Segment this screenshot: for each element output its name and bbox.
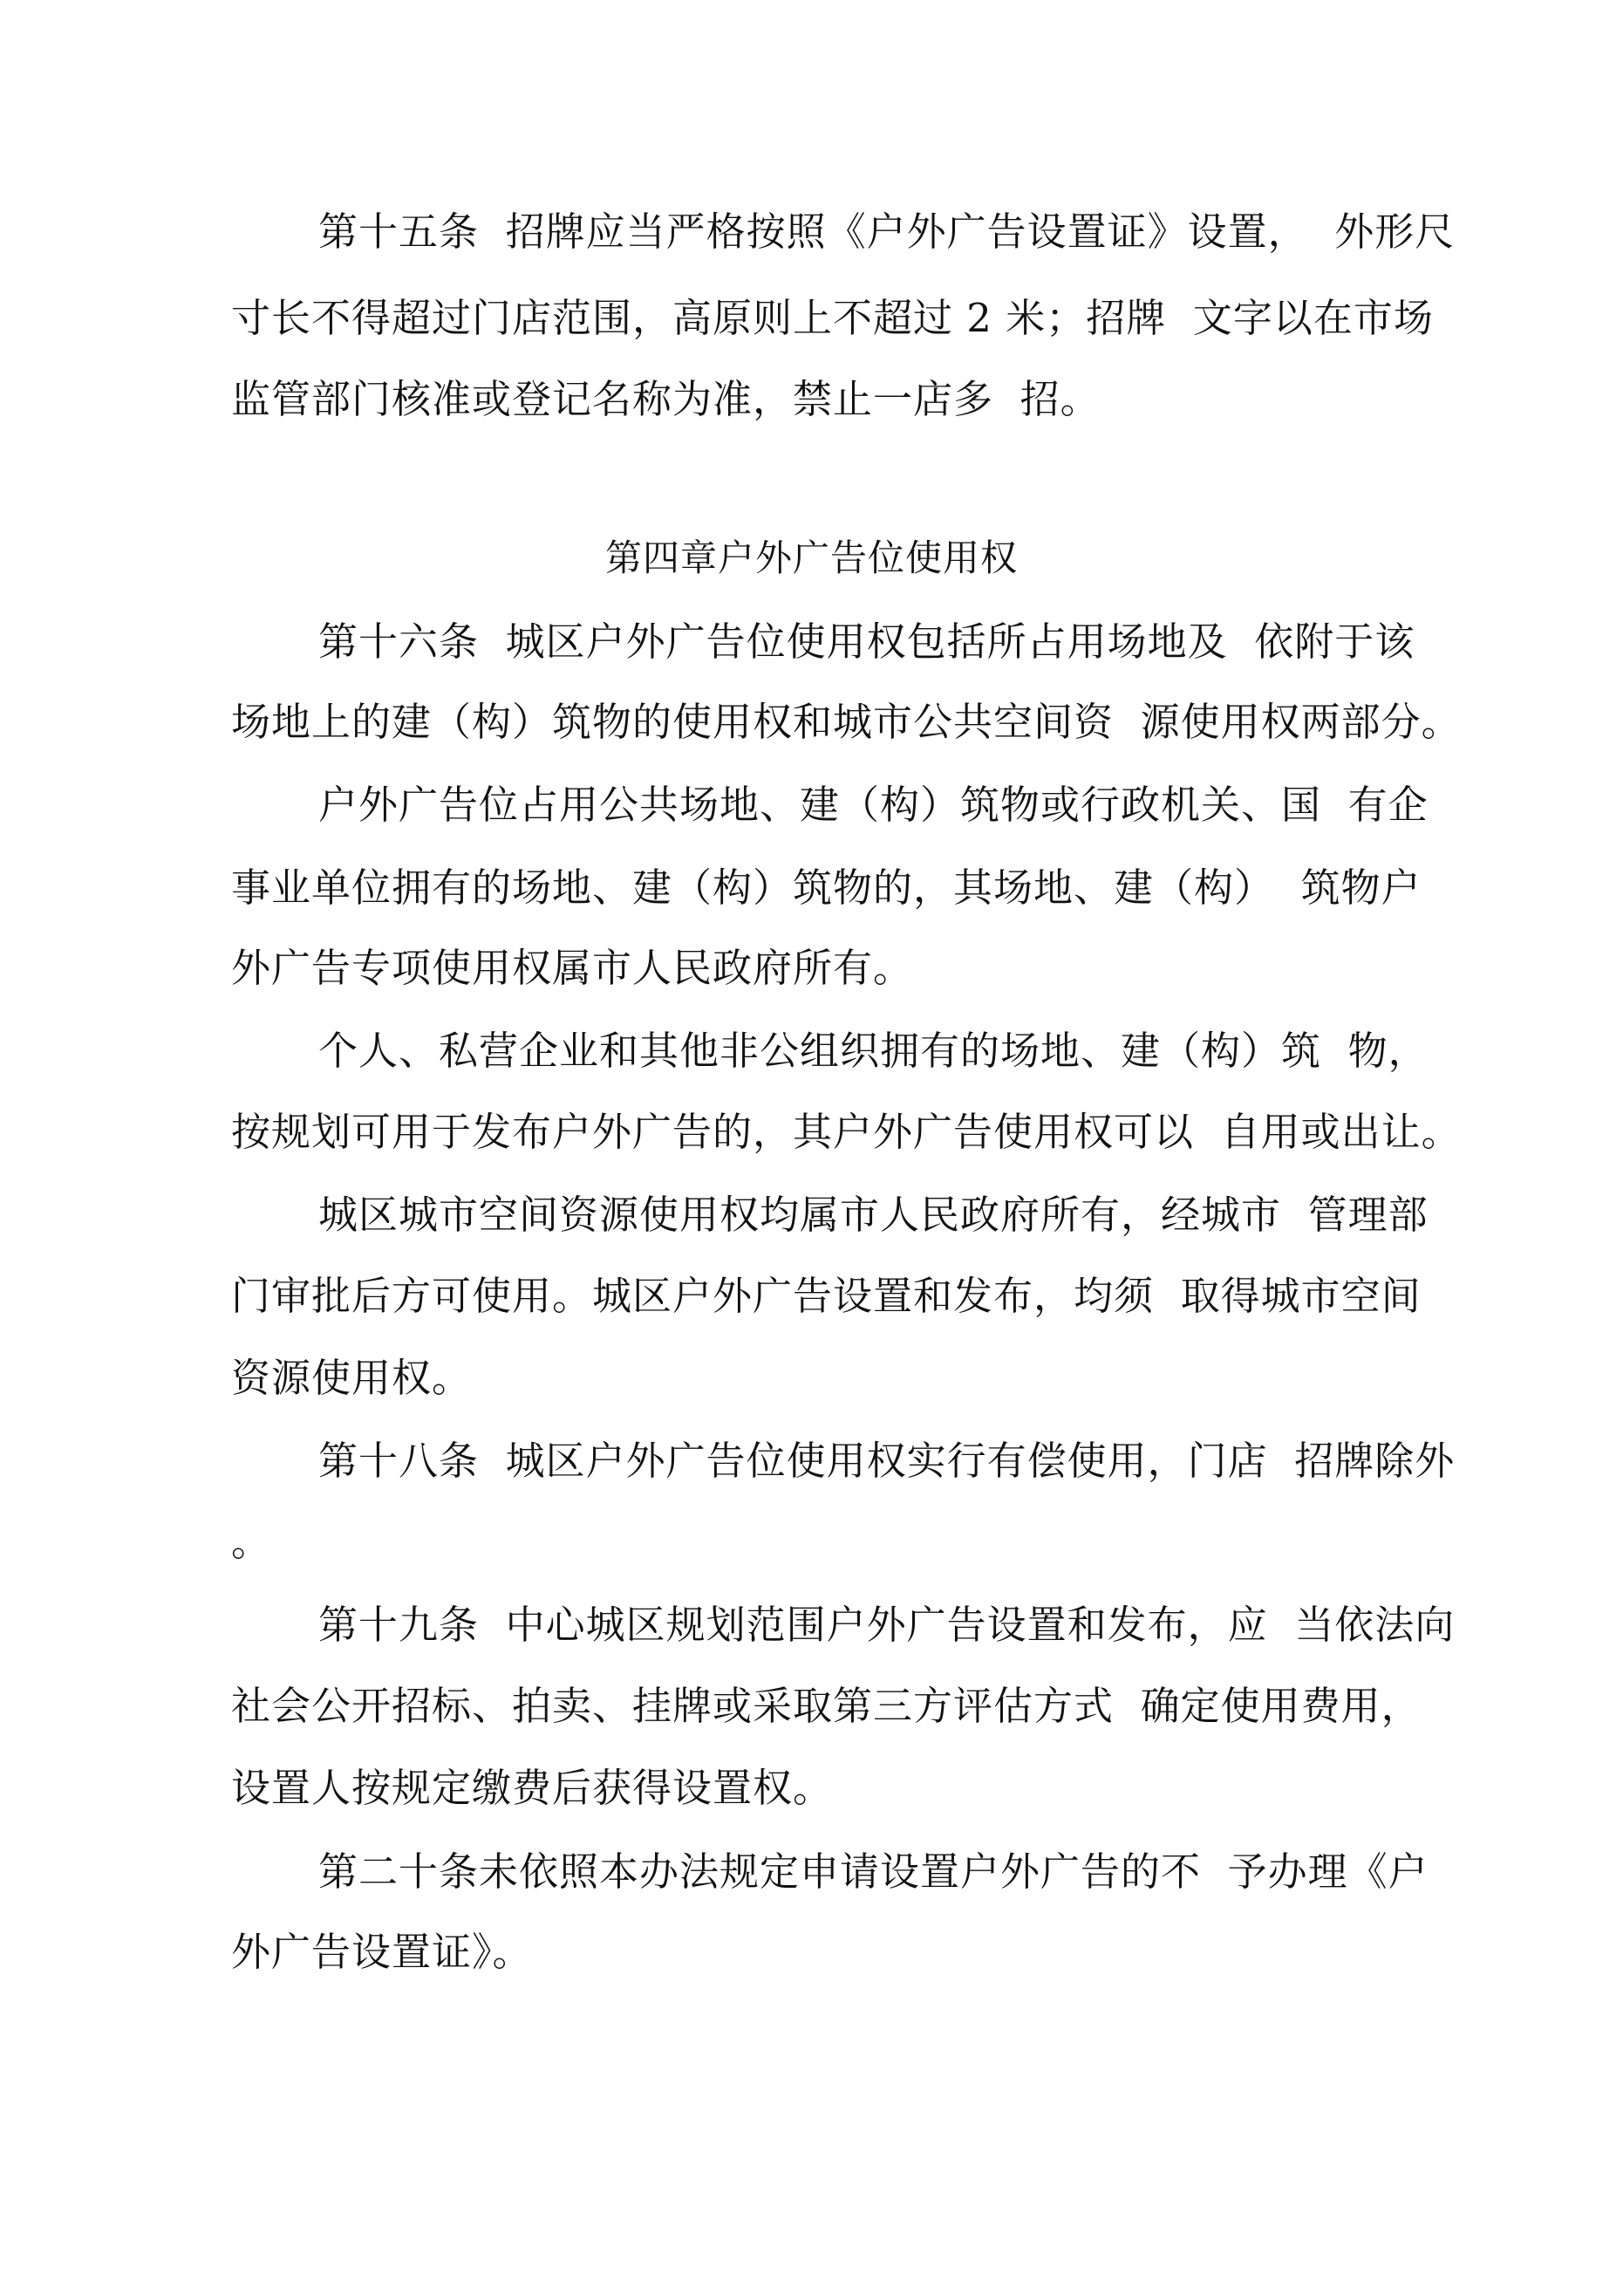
chapter-title: 第四章户外广告位使用权	[604, 536, 1018, 579]
article-16-para4-line-2: 门审批后方可使用。城区户外广告设置和发布，均须 取得城市空间	[231, 1273, 1422, 1319]
article-15-line-1: 第十五条 招牌应当严格按照《户外广告设置证》设置， 外形尺	[318, 208, 1456, 255]
article-16-line-1: 第十六条 城区户外广告位使用权包括所占用场地及 依附于该	[318, 618, 1415, 665]
article-20-line-2: 外广告设置证》。	[231, 1929, 533, 1975]
article-20-line-1: 第二十条未依照本办法规定申请设置户外广告的不 予办理《户	[318, 1848, 1429, 1895]
article-18-line-2: 。	[231, 1519, 272, 1565]
article-16-para2-line-2: 事业单位拥有的场地、建（构）筑物的，其场地、建（构） 筑物户	[231, 864, 1422, 911]
article-15-line-2: 寸长不得超过门店范围，高原则上不超过 2 米；招牌 文字以在市场	[231, 295, 1434, 341]
article-16-para4-line-1: 城区城市空间资源使用权均属市人民政府所有，经城市 管理部	[318, 1192, 1429, 1238]
article-15-line-3: 监管部门核准或登记名称为准，禁止一店多 招。	[231, 376, 1101, 422]
article-19-line-2: 社会公开招标、拍卖、挂牌或采取第三方评估方式 确定使用费用，	[231, 1683, 1422, 1729]
article-18-line-1: 第十八条 城区户外广告位使用权实行有偿使用，门店 招牌除外	[318, 1438, 1456, 1484]
article-16-para3-line-2: 按规划可用于发布户外广告的，其户外广告使用权可以 自用或出让。	[231, 1109, 1462, 1155]
article-16-para4-line-3: 资源使用权。	[231, 1355, 473, 1401]
article-16-para3-line-1: 个人、私营企业和其他非公组织拥有的场地、建（构）筑 物，	[318, 1028, 1429, 1074]
article-19-line-1: 第十九条 中心城区规划范围户外广告设置和发布，应 当依法向	[318, 1602, 1456, 1648]
article-19-line-3: 设置人按规定缴费后获得设置权。	[231, 1765, 834, 1811]
article-16-line-2: 场地上的建（构）筑物的使用权和城市公共空间资 源使用权两部分。	[231, 699, 1462, 745]
article-16-para2-line-1: 户外广告位占用公共场地、建（构）筑物或行政机关、国 有企	[318, 782, 1429, 828]
article-16-para2-line-3: 外广告专项使用权属市人民政府所有。	[231, 945, 914, 991]
